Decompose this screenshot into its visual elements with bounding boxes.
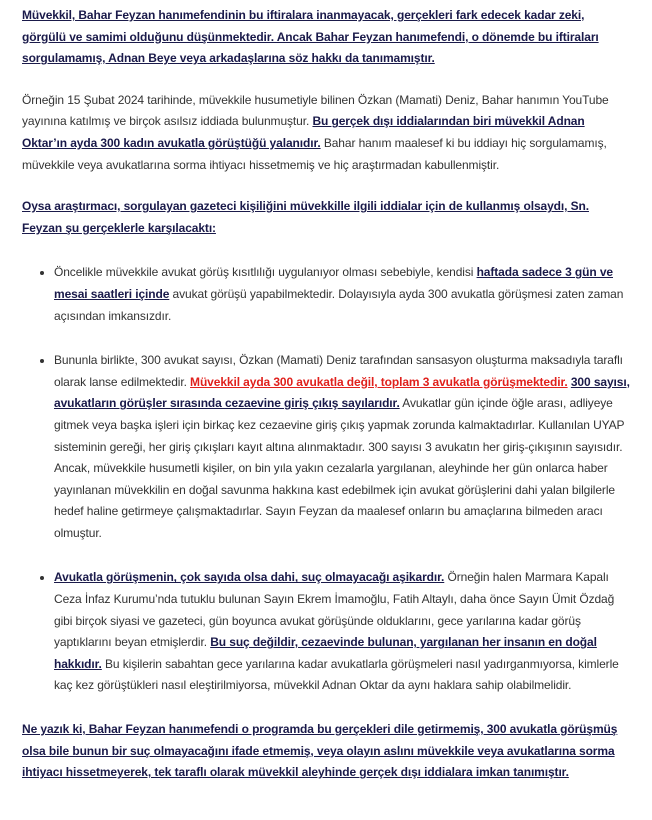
closing-paragraph	[22, 719, 630, 784]
list-item	[40, 567, 630, 697]
intro-paragraph	[22, 5, 630, 70]
list-item	[40, 262, 630, 327]
item2-text: Bununla birlikte, 300 avukat sayısı, Özkan (Mamati) Deniz tarafından sansasyon oluşturma maksadıyla taraflı olarak lanse edilmektedir.	[54, 353, 623, 389]
item3-text: Örneğin halen Marmara Kapalı Ceza İnfaz Kurumu’nda tutuklu bulunan Sayın Ekrem İmamoğlu, Fatih Altaylı, daha önce Sayın Ümit Özdağ gibi birçok siyasi ve gazeteci, gün boyunca avukat görüşünde olduklarını, gece yarılarına kadar görüş yaptıklarını beyan etmişlerdir.	[54, 570, 615, 650]
facts-heading: Oysa araştırmacı, sorgulayan gazeteci kişiliğini müvekkille ilgili iddialar için de kullanmış olsaydı, Sn. Feyzan şu gerçeklerle karşılacaktı:	[22, 199, 589, 235]
closing-emphasis: Ne yazık ki, Bahar Feyzan hanımefendi o programda bu gerçekleri dile getirmemiş, 300 avukatla görüşmüş olsa bile bunun bir suç olmayacağını ifade etmemiş, veya olayın aslını müvekkile veya avukatlarına sorma ihtiyacı hissetmeyerek, tek taraflı olarak müvekkil aleyhinde gerçek dışı iddialara imkan tanımıştır.	[22, 722, 618, 780]
example-paragraph	[22, 90, 630, 176]
item3-text-end: Bu kişilerin sabahtan gece yarılarına kadar avukatlarla görüşmeleri nasıl yadırganmıyorsa, kimlerle kaç kez görüştükleri nasıl eleştirilmiyorsa, müvekkil Adnan Oktar da aynı haklara sahip olabilmelidir.	[54, 656, 619, 693]
example-claim: Bu gerçek dışı iddialarından biri müvekkil Adnan Oktar’ın ayda 300 kadın avukatla görüştüğü yalanıdır.	[22, 114, 585, 150]
item1-text-end: avukat görüşü yapabilmektedir. Dolayısıyla ayda 300 avukatla görüşmesi zaten zaman açısından imkansızdır.	[54, 286, 624, 323]
example-text: Örneğin 15 Şubat 2024 tarihinde, müvekkile husumetiyle bilinen Özkan (Mamati) Deniz, Bahar hanımın YouTube yayınına katılmış ve birçok asılsız iddiada bulunmuştur.	[22, 92, 609, 129]
list-item	[40, 350, 630, 544]
item2-alert: Müvekkil ayda 300 avukatla değil, toplam 3 avukatla görüşmektedir.	[190, 374, 568, 389]
item2-emphasis: 300 sayısı, avukatların görüşler sırasında cezaevine giriş çıkış sayılarıdır.	[54, 374, 630, 411]
item2-text-end: Ancak, müvekkile husumetli kişiler, on bin yıla yakın cezalarla yargılanan, aleyhinde her gün onlarca haber yayınlanan müvekkilin en doğal savunma hakkına kast edebilmek için avukat görüşlerini dahi yalan bilgilerle hedef haline getirmeye çalışmaktadırlar. Sayın Feyzan da maalesef onların bu amaçlarına bilmeden aracı olmuştur.	[54, 461, 615, 540]
item1-text: Öncelikle müvekkile avukat görüş kısıtlılığı uygulanıyor olması sebebiyle, kendisi	[54, 265, 477, 280]
facts-heading-paragraph	[22, 196, 630, 239]
intro-emphasis: Müvekkil, Bahar Feyzan hanımefendinin bu iftiralara inanmayacak, gerçekleri fark edecek kadar zeki, görgülü ve samimi olduğunu düşünmektedir. Ancak Bahar Feyzan hanımefendi, o dönemde bu iftiraları sorgulamamış, Adnan Beye veya arkadaşlarına söz hakkı da tanımamıştır.	[22, 8, 599, 66]
item2-text-mid: Avukatlar gün içinde öğle arası, adliyeye gitmek veya başka işleri için birkaç kez cezaevine giriş çıkış yapmak zorunda kalmaktadırlar. Kullanılan UYAP sisteminin gereği, her giriş çıkışları kayıt altına alınmaktadır. 300 sayısı 3 avukatın her giriş-çıkışının sayısıdır.	[54, 396, 625, 454]
item1-emphasis: haftada sadece 3 gün ve mesai saatleri içinde	[54, 265, 613, 301]
example-text-end: Bahar hanım maalesef ki bu iddiayı hiç sorgulamamış, müvekkile veya avukatlarına sorma ihtiyacı hissetmemiş ve hiç araştırmadan kabullenmiştir.	[22, 135, 607, 172]
facts-list	[22, 262, 630, 697]
item3-emphasis-2: Bu suç değildir, cezaevinde bulunan, yargılanan her insanın en doğal hakkıdır.	[54, 635, 597, 671]
item3-emphasis: Avukatla görüşmenin, çok sayıda olsa dahi, suç olmayacağı aşikardır.	[54, 570, 445, 585]
